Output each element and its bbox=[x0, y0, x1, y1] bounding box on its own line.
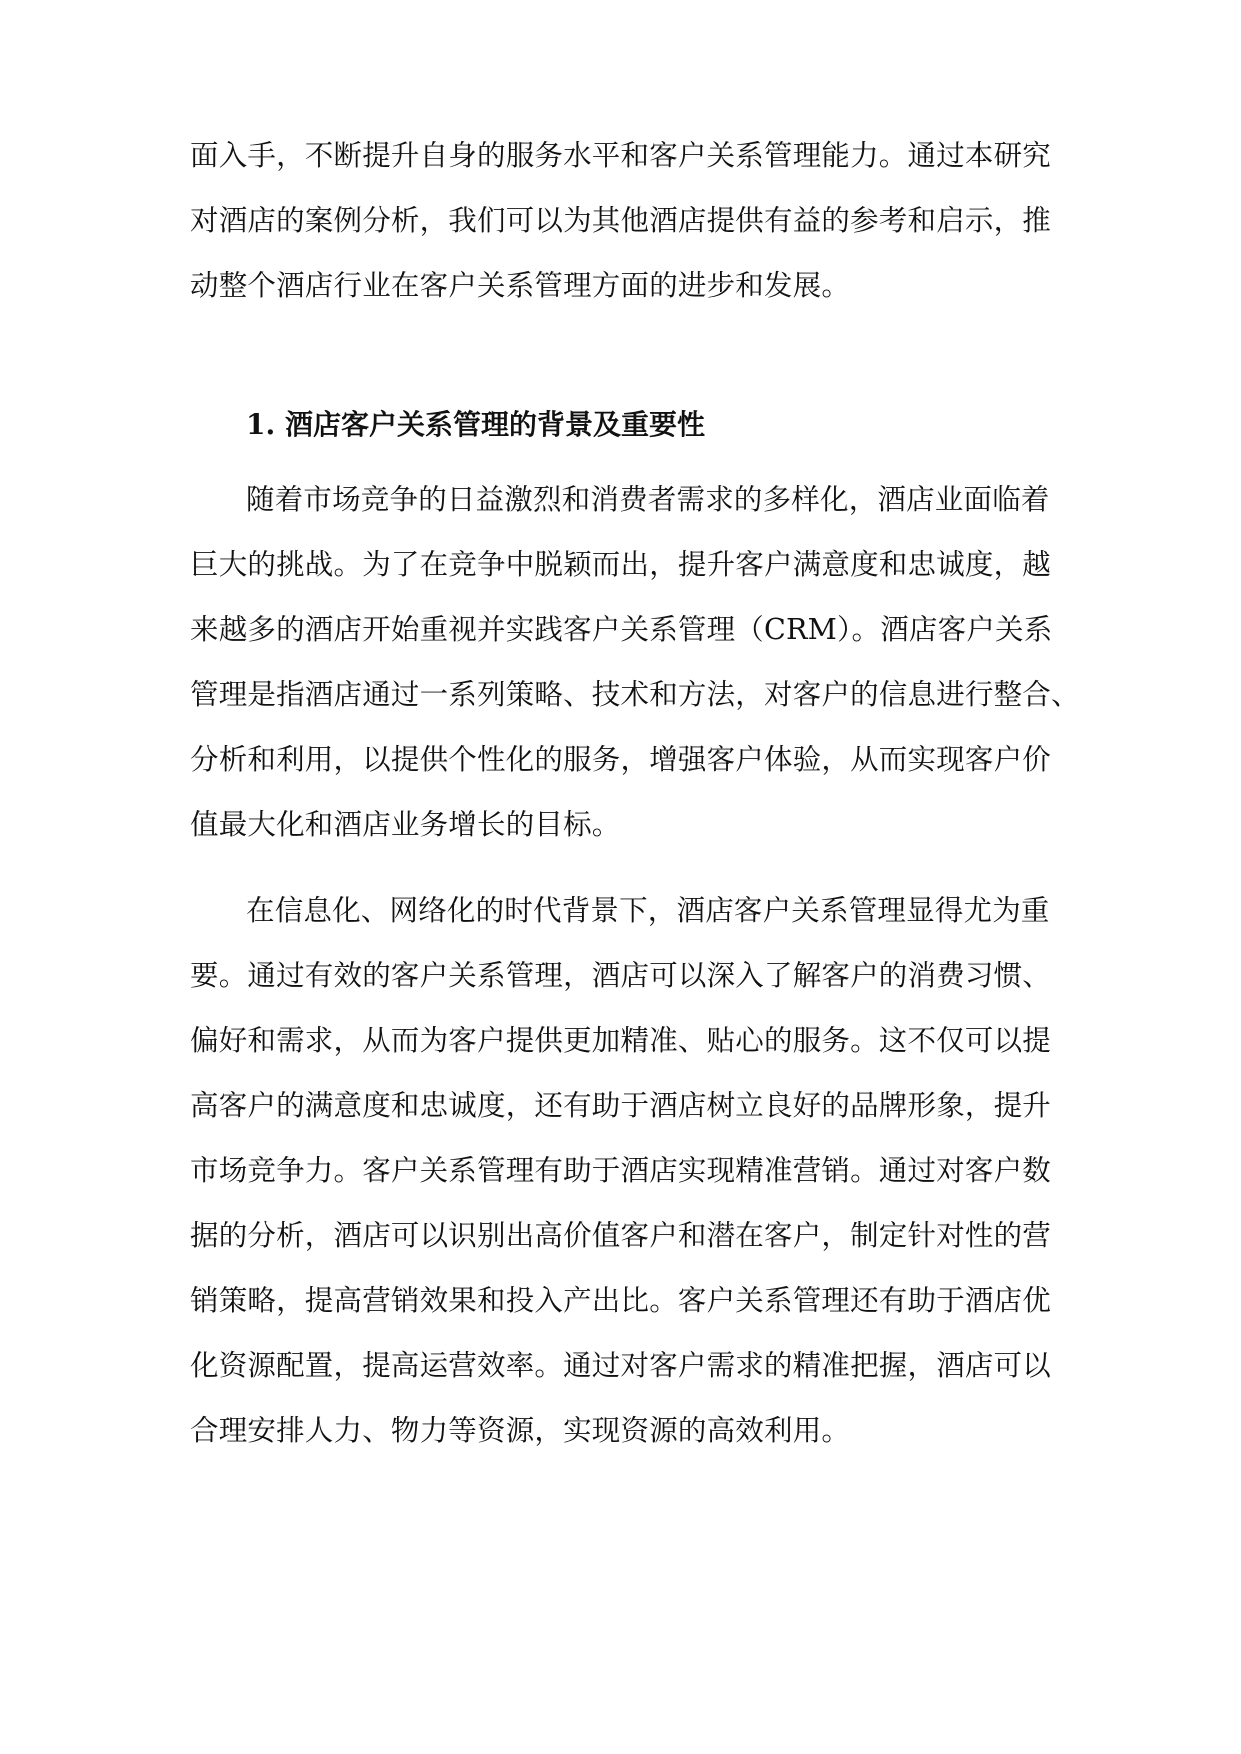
intro-line-3: 动整个酒店行业在客户关系管理方面的进步和发展。 bbox=[190, 269, 851, 302]
intro-line-2: 对酒店的案例分析，我们可以为其他酒店提供有益的参考和启示，推 bbox=[190, 204, 1052, 237]
paragraph-1-line-3: 来越多的酒店开始重视并实践客户关系管理（CRM）。酒店客户关系 bbox=[190, 613, 1053, 646]
intro-line-1: 面入手，不断提升自身的服务水平和客户关系管理能力。通过本研究 bbox=[190, 139, 1052, 172]
paragraph-2-line-5: 市场竞争力。客户关系管理有助于酒店实现精准营销。通过对客户数 bbox=[190, 1154, 1052, 1187]
paragraph-1-line-2: 巨大的挑战。为了在竞争中脱颖而出，提升客户满意度和忠诚度，越 bbox=[190, 548, 1052, 581]
paragraph-1-line-4: 管理是指酒店通过一系列策略、技术和方法，对客户的信息进行整合、 bbox=[190, 678, 1080, 711]
paragraph-2-line-8: 化资源配置，提高运营效率。通过对客户需求的精准把握，酒店可以 bbox=[190, 1349, 1052, 1382]
paragraph-1-line-5: 分析和利用，以提供个性化的服务，增强客户体验，从而实现客户价 bbox=[190, 743, 1052, 776]
paragraph-2-line-7: 销策略，提高营销效果和投入产出比。客户关系管理还有助于酒店优 bbox=[190, 1284, 1052, 1317]
paragraph-2-line-4: 高客户的满意度和忠诚度，还有助于酒店树立良好的品牌形象，提升 bbox=[190, 1089, 1052, 1122]
paragraph-2-line-9: 合理安排人力、物力等资源，实现资源的高效利用。 bbox=[190, 1414, 851, 1447]
paragraph-1-line-6: 值最大化和酒店业务增长的目标。 bbox=[190, 808, 621, 841]
paragraph-2-line-2: 要。通过有效的客户关系管理，酒店可以深入了解客户的消费习惯、 bbox=[190, 959, 1052, 992]
paragraph-2-line-3: 偏好和需求，从而为客户提供更加精准、贴心的服务。这不仅可以提 bbox=[190, 1024, 1052, 1057]
paragraph-2-line-1: 在信息化、网络化的时代背景下，酒店客户关系管理显得尤为重 bbox=[246, 894, 1050, 927]
paragraph-2-line-6: 据的分析，酒店可以识别出高价值客户和潜在客户，制定针对性的营 bbox=[190, 1219, 1052, 1252]
paragraph-1-line-1: 随着市场竞争的日益激烈和消费者需求的多样化，酒店业面临着 bbox=[246, 483, 1050, 516]
section-heading: 1. 酒店客户关系管理的背景及重要性 bbox=[246, 408, 705, 441]
